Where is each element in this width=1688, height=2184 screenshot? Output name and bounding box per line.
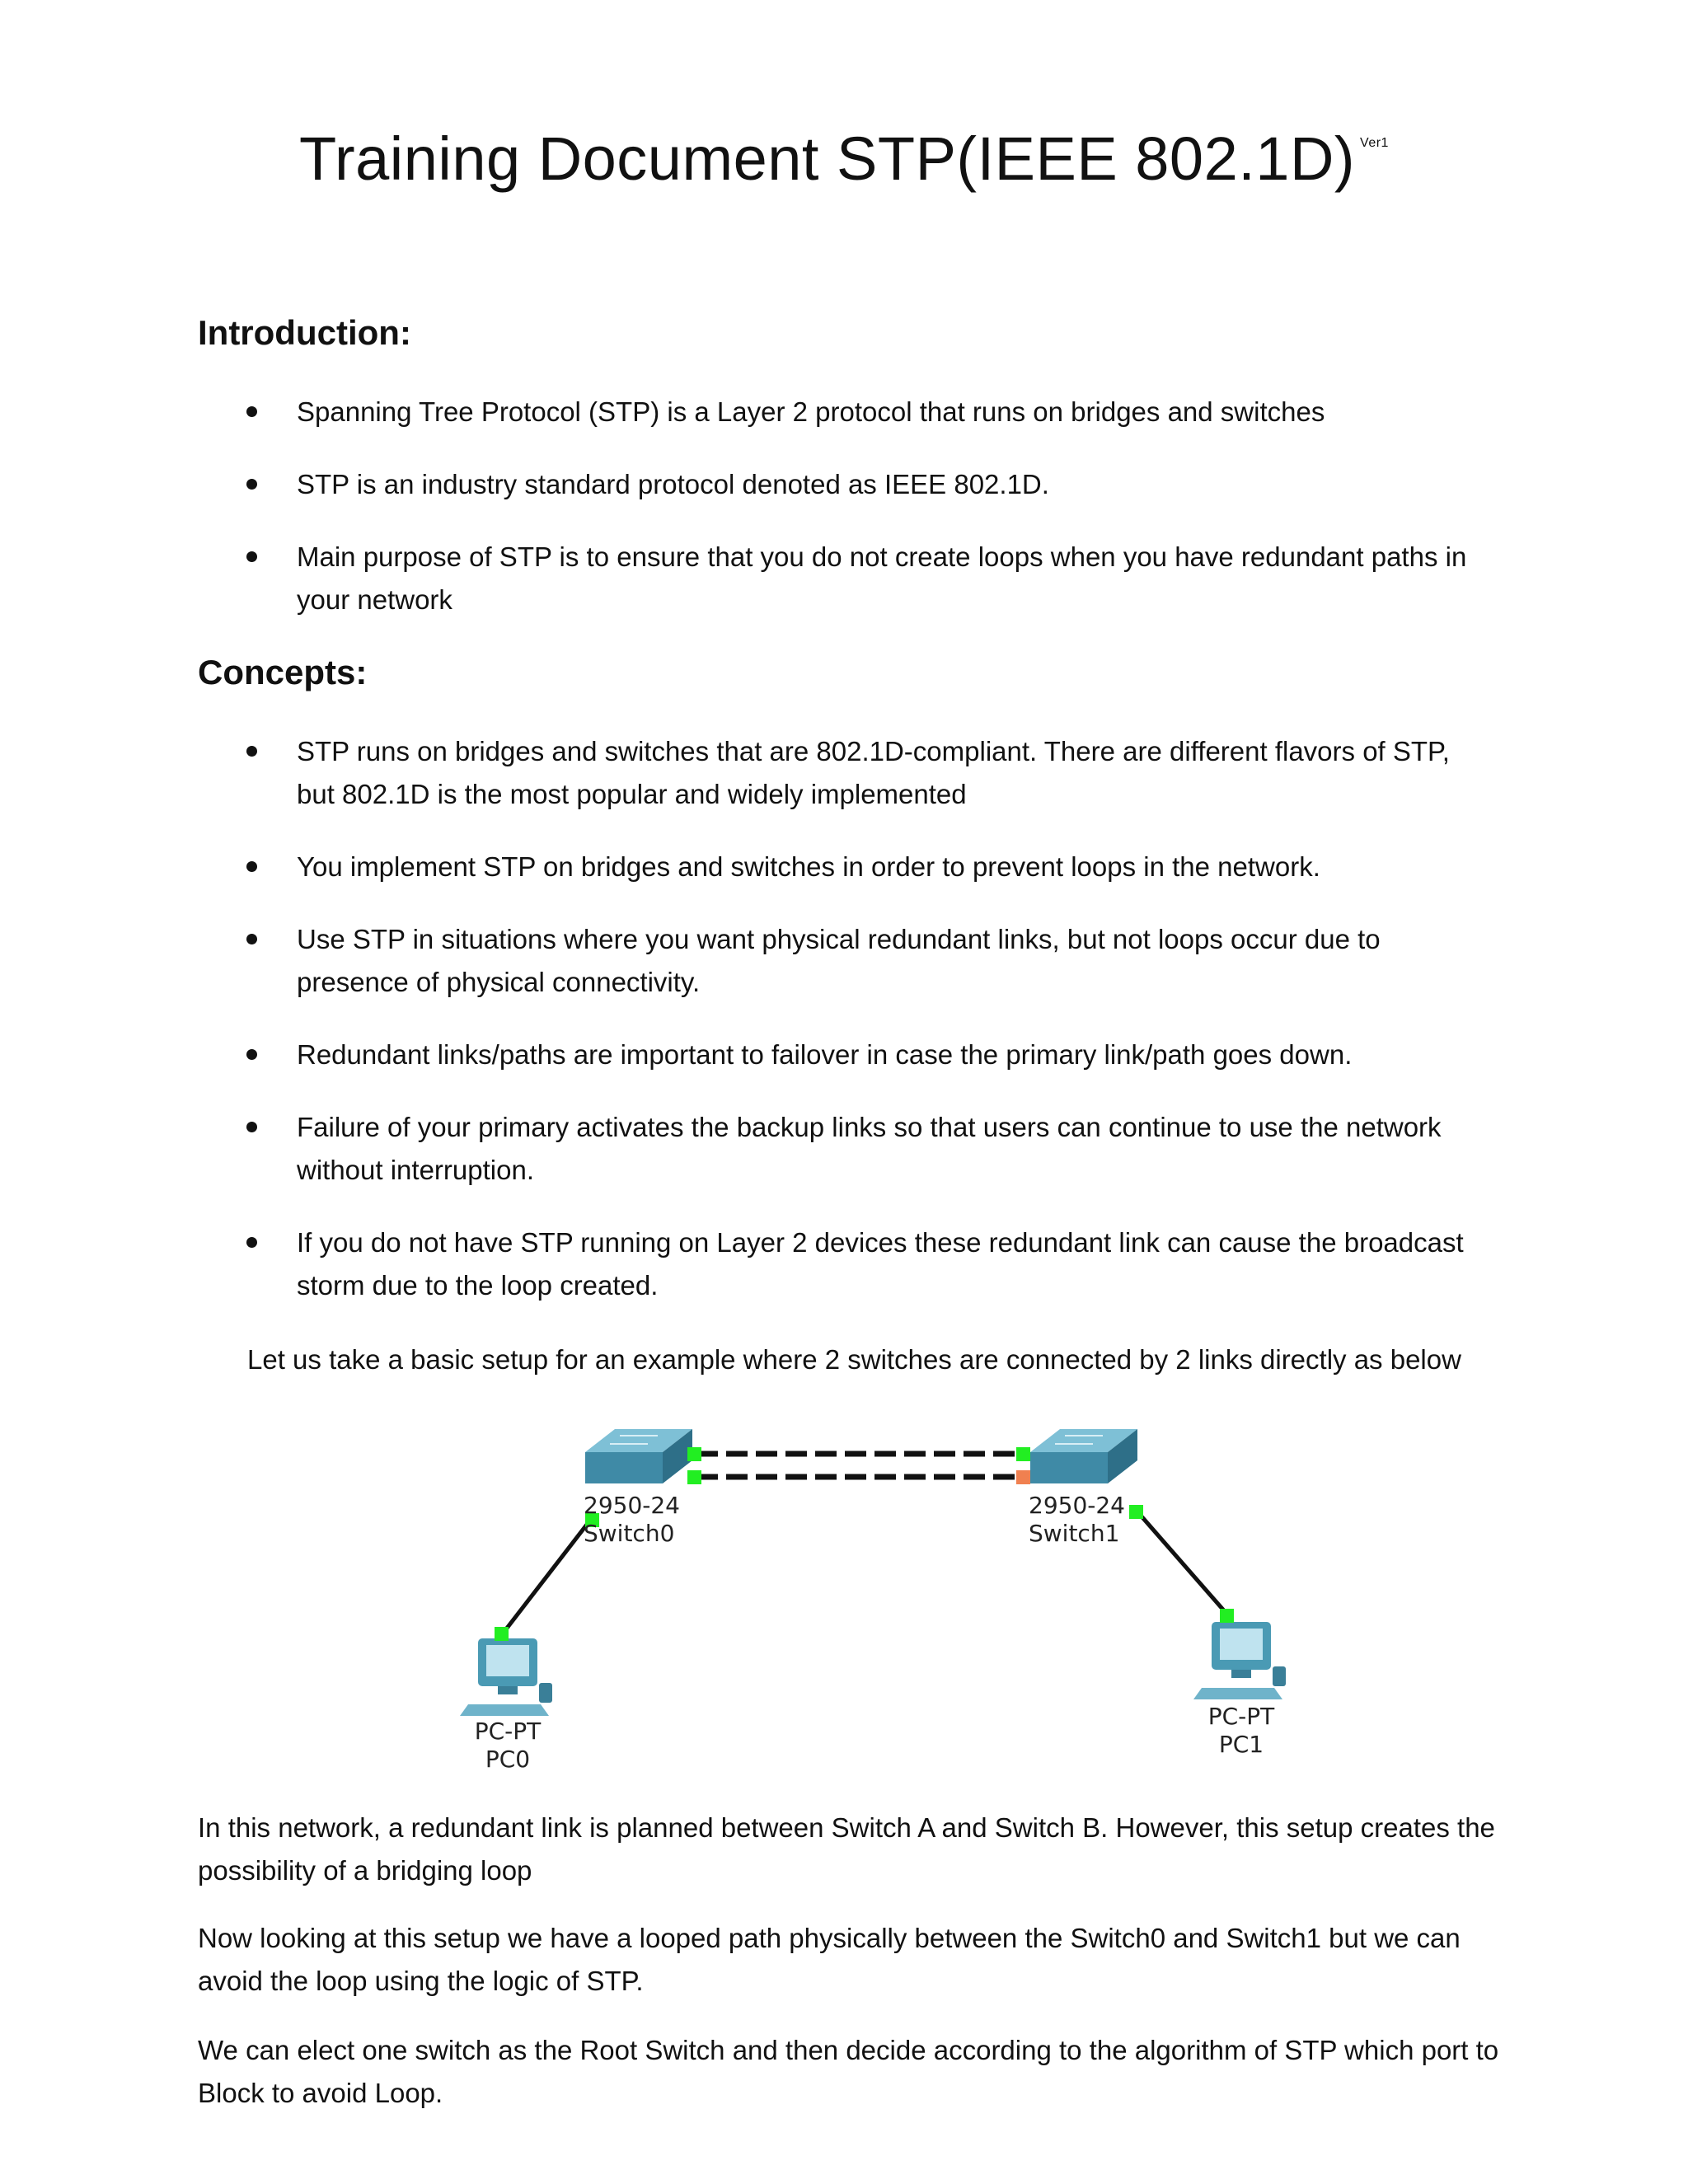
switch1-name-label: Switch1 [1029, 1520, 1120, 1547]
port-indicator [687, 1447, 701, 1461]
body-paragraph: In this network, a redundant link is planned between Switch A and Switch B. However, this setup creates the possibility of a bridging loop [198, 1812, 1495, 1886]
body-paragraph: Now looking at this setup we have a looped path physically between the Switch0 and Switch1 but we can avoid the loop using the logic of STP. [198, 1923, 1461, 1996]
list-item: If you do not have STP running on Layer 2 devices these redundant link can cause the broadcast storm due to the loop created. [0, 1221, 1688, 1307]
port-indicator [1129, 1505, 1143, 1519]
pc1-name-label: PC1 [1218, 1731, 1264, 1758]
list-item: Main purpose of STP is to ensure that you do not create loops when you have redundant paths in your network [0, 536, 1688, 621]
network-topology [387, 1411, 1319, 1798]
switch1-model-label: 2950-24 [1029, 1492, 1125, 1519]
setup-text: Let us take a basic setup for an example where 2 switches are connected by 2 links directly as below [247, 1344, 1461, 1375]
concepts-list [0, 730, 1688, 1307]
introduction-heading: Introduction: [198, 313, 411, 352]
network-diagram [387, 1411, 1319, 1798]
list-item: You implement STP on bridges and switches in order to prevent loops in the network. [0, 846, 1688, 888]
port-indicator [1220, 1609, 1234, 1623]
list-item: Failure of your primary activates the backup links so that users can continue to use the network without interruption. [0, 1106, 1688, 1192]
switch0-model-label: 2950-24 [584, 1492, 680, 1519]
port-indicator [687, 1470, 701, 1484]
concepts-heading: Concepts: [198, 653, 368, 691]
list-item: STP runs on bridges and switches that are 802.1D-compliant. There are different flavors of STP, but 802.1D is the most popular and widely implemented [0, 730, 1688, 816]
port-indicator [1016, 1447, 1030, 1461]
version-label: Ver1 [1360, 136, 1389, 150]
link-switch1-pc1 [1136, 1510, 1228, 1615]
list-item: Redundant links/paths are important to failover in case the primary link/path goes down. [0, 1033, 1688, 1076]
pc0-model-label: PC-PT [474, 1718, 542, 1745]
switch0-icon[interactable] [585, 1429, 692, 1483]
pc0-icon[interactable] [460, 1638, 552, 1716]
port-indicator [495, 1627, 509, 1641]
introduction-list [0, 391, 1688, 621]
link-pc0-switch0 [503, 1518, 592, 1633]
pc1-icon[interactable] [1193, 1622, 1286, 1699]
pc1-model-label: PC-PT [1207, 1703, 1275, 1730]
title-text: Training Document STP(IEEE 802.1D) [299, 124, 1356, 193]
body-paragraph: We can elect one switch as the Root Switch and then decide according to the algorithm of STP which port to Block to avoid Loop. [198, 2035, 1499, 2108]
port-indicator-blocked [1016, 1470, 1030, 1484]
list-item: Spanning Tree Protocol (STP) is a Layer 2 protocol that runs on bridges and switches [0, 391, 1688, 434]
document-title [0, 124, 1688, 194]
switch0-name-label: Switch0 [584, 1520, 675, 1547]
pc0-name-label: PC0 [485, 1746, 531, 1773]
list-item: Use STP in situations where you want physical redundant links, but not loops occur due to presence of physical connectivity. [0, 918, 1688, 1004]
list-item: STP is an industry standard protocol denoted as IEEE 802.1D. [0, 463, 1688, 506]
switch1-icon[interactable] [1030, 1429, 1137, 1483]
